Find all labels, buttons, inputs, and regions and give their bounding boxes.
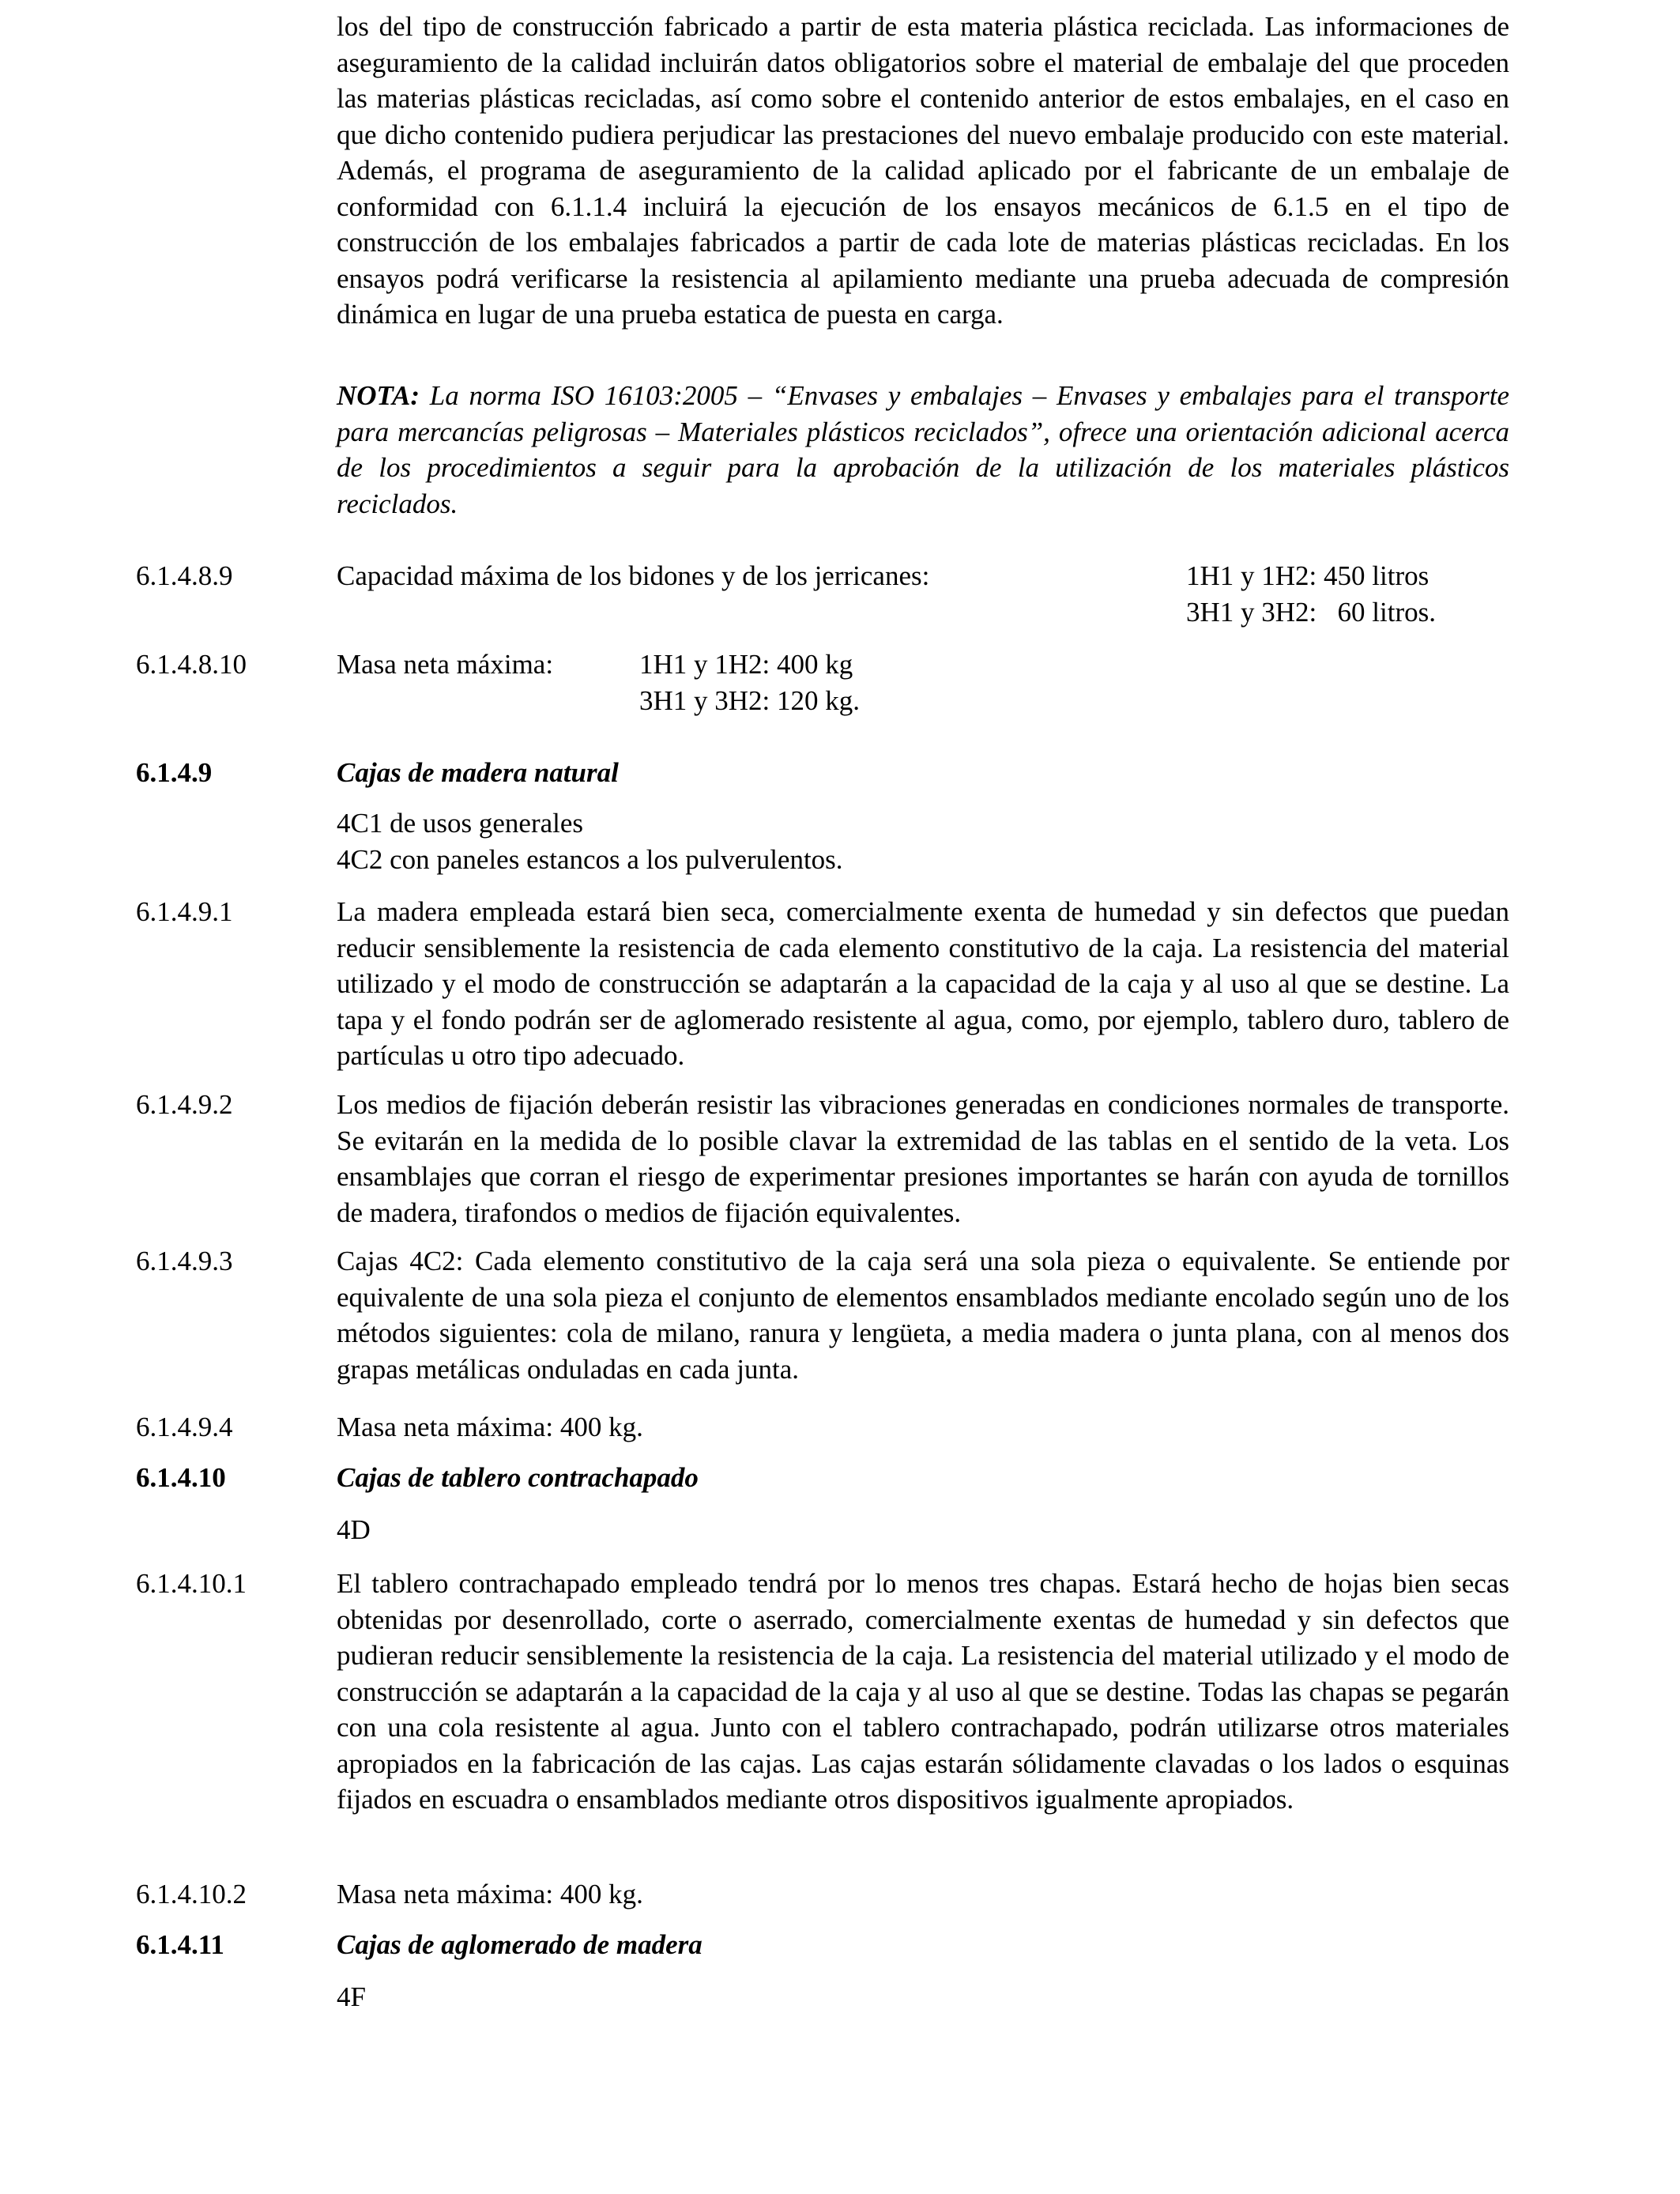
- mass-value-1h: 1H1 y 1H2: 400 kg: [639, 649, 853, 680]
- section-number: 6.1.4.10.2: [136, 1879, 247, 1909]
- section-number: 6.1.4.9.4: [136, 1412, 233, 1442]
- box-code-4f: 4F: [337, 1981, 366, 2012]
- section-number: 6.1.4.10: [136, 1462, 226, 1493]
- note-label: NOTA:: [337, 380, 420, 411]
- capacity-label: Capacidad máxima de los bidones y de los jerricanes:: [337, 560, 930, 591]
- section-number: 6.1.4.8.9: [136, 560, 233, 591]
- mass-values: [639, 647, 860, 718]
- section-text: Cajas 4C2: Cada elemento constitutivo de la caja será una sola pieza o equivalente. Se entiende por equivalente de una sola pieza el conjunto de elementos ensamblados mediante encolado según uno de los métodos siguientes: cola de milano, ranura y lengüeta, a media madera o junta plana, con al menos dos grapas metálicas onduladas en cada junta.: [337, 1246, 1509, 1385]
- section-text: El tablero contrachapado empleado tendrá por lo menos tres chapas. Estará hecho de hojas bien secas obtenidas por desenrollado, corte o aserrado, comercialmente exentas de humedad y sin defectos que pudieran reducir sensiblemente la resistencia de la caja. La resistencia del material utilizado y el modo de construcción se adaptarán a la capacidad de la caja y al uso al que se destine. Todas las chapas se pegarán con una cola resistente al agua. Junto con el tablero contrachapado, podrán utilizarse otros materiales apropiados en la fabricación de las cajas. Las cajas estarán sólidamente clavadas o los lados o esquinas fijados en escuadra o ensamblados mediante otros dispositivos igualmente apropiados.: [337, 1568, 1509, 1815]
- section-number: 6.1.4.10.1: [136, 1568, 247, 1599]
- section-number: 6.1.4.11: [136, 1929, 224, 1960]
- box-code-4d: 4D: [337, 1514, 371, 1545]
- section-text: La madera empleada estará bien seca, comercialmente exenta de humedad y sin defectos que puedan reducir sensiblemente la resistencia de cada elemento constitutivo de la caja. La resistencia del material utilizado y el modo de construcción se adaptarán a la capacidad de la caja y al uso al que se destine. La tapa y el fondo podrán ser de aglomerado resistente al agua, como, por ejemplo, tablero duro, tablero de partículas u otro tipo adecuado.: [337, 896, 1509, 1071]
- note: [337, 378, 1509, 522]
- mass-label: Masa neta máxima:: [337, 649, 554, 680]
- note-text: La norma ISO 16103:2005 – “Envases y embalajes – Envases y embalajes para el transporte para mercancías peligrosas – Materiales plásticos reciclados”, ofrece una orientación adicional acerca de los procedimientos a seguir para la aprobación de la utilización de los materiales plásticos reciclados.: [337, 380, 1510, 519]
- section-number: 6.1.4.9.1: [136, 896, 233, 927]
- section-text: Los medios de fijación deberán resistir las vibraciones generadas en condiciones normales de transporte. Se evitarán en la medida de lo posible clavar la extremidad de las tablas en el sentido de la veta. Los ensamblajes que corran el riesgo de experimentar presiones importantes se harán con ayuda de tornillos de madera, tirafondos o medios de fijación equivalentes.: [337, 1089, 1509, 1228]
- section-title: Cajas de madera natural: [337, 757, 619, 788]
- section-number: 6.1.4.8.10: [136, 649, 247, 680]
- section-number: 6.1.4.9.2: [136, 1089, 233, 1120]
- section-text: Masa neta máxima: 400 kg.: [337, 1412, 643, 1442]
- mass-value-3h: 3H1 y 3H2: 120 kg.: [639, 684, 861, 716]
- intro-paragraph: los del tipo de construcción fabricado a partir de esta materia plástica reciclada. Las informaciones de aseguramiento de la calidad incluirán datos obligatorios sobre el material de embalaje del que proceden las materias plásticas recicladas, así como sobre el contenido anterior de estos embalajes, en el caso en que dicho contenido pudiera perjudicar las prestaciones del nuevo embalaje producido con este material. Además, el programa de aseguramiento de la calidad aplicado por el fabricante de un embalaje de conformidad con 6.1.1.4 incluirá la ejecución de los ensayos mecánicos de 6.1.5 en el tipo de construcción de los embalajes fabricados a partir de cada lote de materias plásticas recicladas. En los ensayos podrá verificarse la resistencia al apilamiento mediante una prueba adecuada de compresión dinámica en lugar de una prueba estatica de puesta en carga.: [337, 11, 1509, 330]
- code-4c1: 4C1 de usos generales: [337, 808, 584, 839]
- capacity-value-1h: 1H1 y 1H2: 450 litros: [1186, 560, 1430, 591]
- box-codes: [337, 805, 1509, 877]
- section-number: 6.1.4.9: [136, 757, 213, 788]
- capacity-values: [1186, 558, 1436, 630]
- capacity-value-3h: 3H1 y 3H2: 60 litros.: [1186, 596, 1436, 628]
- section-number: 6.1.4.9.3: [136, 1246, 233, 1276]
- section-title: Cajas de aglomerado de madera: [337, 1929, 703, 1960]
- section-text: Masa neta máxima: 400 kg.: [337, 1879, 643, 1909]
- code-4c2: 4C2 con paneles estancos a los pulverulentos.: [337, 843, 843, 875]
- section-title: Cajas de tablero contrachapado: [337, 1462, 699, 1493]
